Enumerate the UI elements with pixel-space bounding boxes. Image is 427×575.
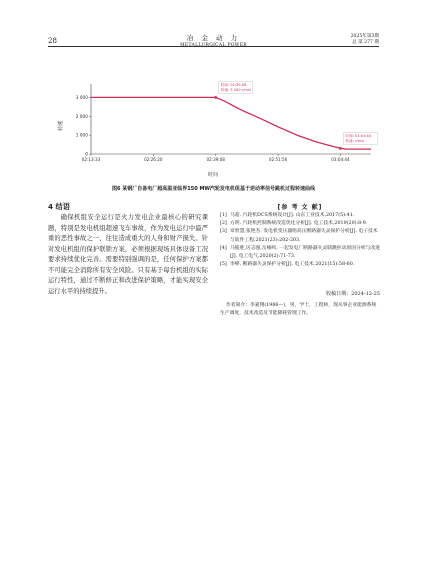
reference-list	[220, 212, 380, 269]
reference-text: 马超. 汽轮机DCS系统设计[J]. 山东工业技术,2017(5):41.	[230, 213, 355, 218]
reference-number: [5]	[220, 262, 227, 268]
y-axis-label: 转速	[58, 120, 64, 132]
annotation-value: 转速: r/min	[345, 139, 365, 144]
header-rule	[48, 46, 379, 47]
reference-text: 李峥. 断路器失灵保护分析[J]. 电工技术,2021(15):58-60.	[230, 262, 355, 268]
journal-subtitle: METALLURGICAL POWER	[179, 43, 247, 48]
paragraph: 确保机组安全运行是火力发电企业最核心的研究课题，特别是发电机组超速飞车事故，作为发电运行中最严重的恶性事故之一，往往造成重大的人身和财产损失。针对发电机组的保护联锁方案，必须根据现场具体设备工况要求持续优化完善。需要特别强调的是，任何保护方案都不可能完全消除所有安全风险。只有基于每台机组的实际运行特性，通过不断修正和改进保护策略，才能实现安全运行水平的持续提升。	[48, 214, 208, 295]
reference-item	[220, 220, 380, 228]
chart-axes	[91, 84, 371, 154]
annotation-time: 时间: 02:39:08	[220, 83, 247, 88]
section-title: 4 结语	[48, 202, 70, 211]
author-note: 作者简介：李嘉翔(1986—)，男，学士，工程师，现从事企业能源系统生产调度，技术改造及节能降耗管理工作。	[220, 303, 377, 317]
reference-number: [4]	[220, 245, 227, 251]
journal-title: 冶 金 动 力	[186, 34, 241, 42]
series-line	[91, 97, 371, 149]
annotation-value: 转速: 3 000 r/min	[220, 88, 252, 93]
reference-text: 方明. 汽轮机控制系统改造优化分析[J]. 电工技术,2019(20):8-9.	[230, 221, 368, 227]
figure-caption: 图6 某钢厂自备电厂超高温亚临界150 MW汽轮发电机组基于逆动率信号跳机过程转速曲线	[112, 186, 315, 192]
x-tick-label: 02:39:08	[206, 157, 225, 162]
section-body	[48, 213, 208, 297]
issue-year: 2025年第3期	[350, 34, 379, 39]
reference-number: [1]	[220, 213, 227, 218]
y-tick-labels	[76, 95, 91, 158]
issue-info	[351, 34, 379, 46]
reference-item	[220, 212, 380, 220]
x-tick-label: 03:04:44	[331, 157, 350, 162]
received-date: 收稿日期：2024-12-25	[326, 291, 380, 297]
x-tick-labels	[82, 154, 350, 162]
reference-number: [3]	[220, 229, 227, 235]
page-number: 28	[48, 37, 57, 45]
y-tick-label: 2 000	[75, 114, 88, 120]
y-tick-label: 0	[85, 152, 88, 158]
annotations-group	[214, 81, 377, 149]
x-tick-label: 02:26:20	[144, 157, 163, 162]
reference-text: 章智慧,张艳杰. 发电机变压器组高压断路器失灵保护分析[J]. 电子技术与软件工程,2021(23):202-203.	[230, 229, 378, 243]
y-tick-label: 3 000	[75, 96, 88, 102]
issue-total: 总 第 277 期	[352, 40, 379, 45]
annotation-time: 时间: 03:04:44	[345, 134, 372, 139]
x-axis-label: 时间	[207, 172, 219, 178]
reference-item	[220, 245, 380, 261]
data-point-marker	[214, 96, 217, 99]
data-point-marker	[339, 147, 342, 150]
x-tick-label: 02:51:56	[268, 157, 288, 162]
reference-text: 马揽胜,厉志强,岳峻鸣. 一起发电厂断路器失灵联跳拒动原因分析与改进[J]. 电工电气,2020(2):71-73.	[230, 245, 381, 260]
speed-curve-chart	[48, 78, 379, 178]
references-title: [参 考 文 献]	[277, 204, 323, 211]
y-tick-label: 1 000	[75, 133, 88, 139]
x-tick-label: 02:13:33	[81, 157, 101, 162]
reference-item	[220, 228, 380, 244]
reference-number: [2]	[220, 221, 227, 227]
reference-item	[220, 261, 380, 269]
series-group	[91, 97, 371, 149]
